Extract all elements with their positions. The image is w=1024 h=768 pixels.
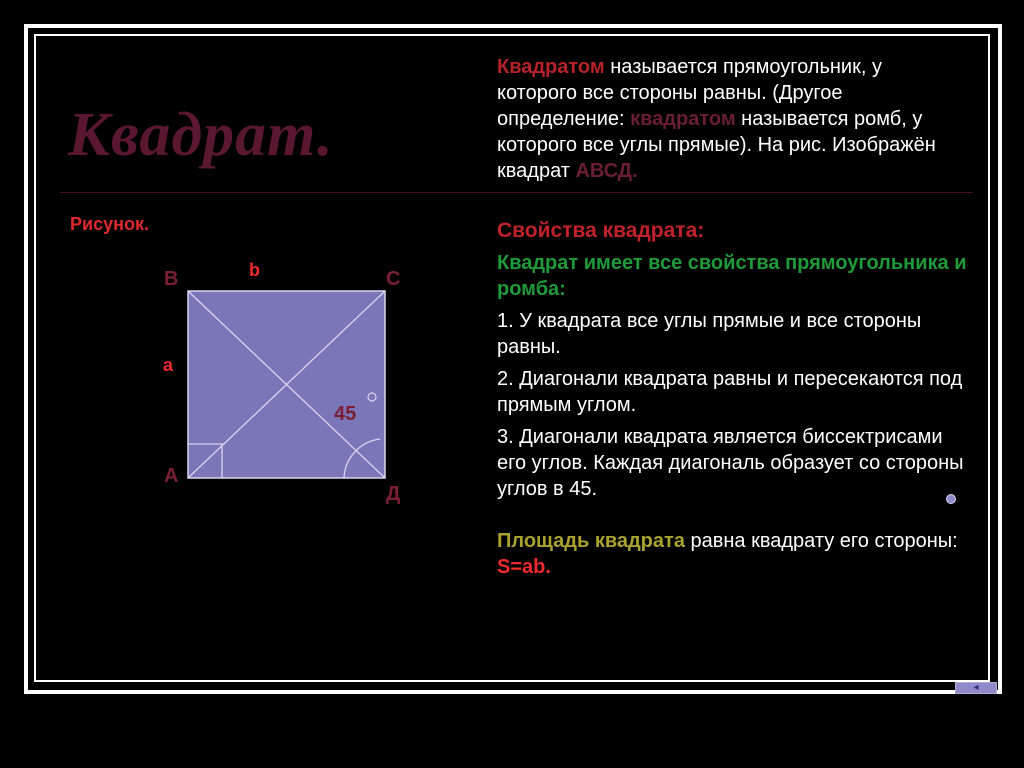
area-text: равна квадрату его стороны:: [684, 530, 958, 552]
vertex-d-label: Д: [386, 483, 401, 505]
slide-title: Квадрат.: [68, 101, 334, 169]
definition-paragraph: [497, 54, 967, 184]
definition-part1: называется прямоугольник, у которого все стороны равны. (Другое определение:: [497, 56, 882, 130]
property-item-3: [497, 424, 967, 502]
definition-term2: квадратом: [630, 108, 736, 130]
property-item-3-text: 3. Диагонали квадрата является биссектрисами его углов. Каждая диагональ образует со стороны углов в 45: [497, 426, 964, 500]
vertex-c-label: С: [386, 268, 401, 290]
properties-title: Свойства квадрата:: [497, 219, 705, 242]
square-figure: [150, 250, 420, 520]
property-item-2: 2. Диагонали квадрата равны и пересекаются под прямым углом.: [497, 368, 963, 416]
vertex-b-label: В: [164, 268, 179, 290]
vertex-a-label: А: [164, 465, 179, 487]
side-b-label: b: [249, 260, 260, 280]
square-name: АВСД.: [575, 160, 638, 182]
degree-dot: [946, 494, 956, 504]
area-formula: S=ab.: [497, 556, 551, 578]
angle-label: 45: [334, 403, 357, 425]
area-paragraph: [497, 528, 967, 580]
property-item-1: 1. У квадрата все углы прямые и все стороны равны.: [497, 310, 922, 358]
text-column: [497, 54, 967, 580]
property-item-3-end: .: [591, 478, 598, 500]
figure-caption: Рисунок.: [70, 214, 149, 234]
nav-back-button[interactable]: ◂: [955, 682, 997, 694]
side-a-label: a: [163, 355, 174, 375]
area-label: Площадь квадрата: [497, 530, 685, 552]
properties-intro: Квадрат имеет все свойства прямоугольника и ромба:: [497, 252, 967, 300]
definition-term: Квадратом: [497, 56, 605, 78]
definition-part2: называется ромб, у которого все углы прямые). На рис. Изображён квадрат: [497, 108, 936, 182]
